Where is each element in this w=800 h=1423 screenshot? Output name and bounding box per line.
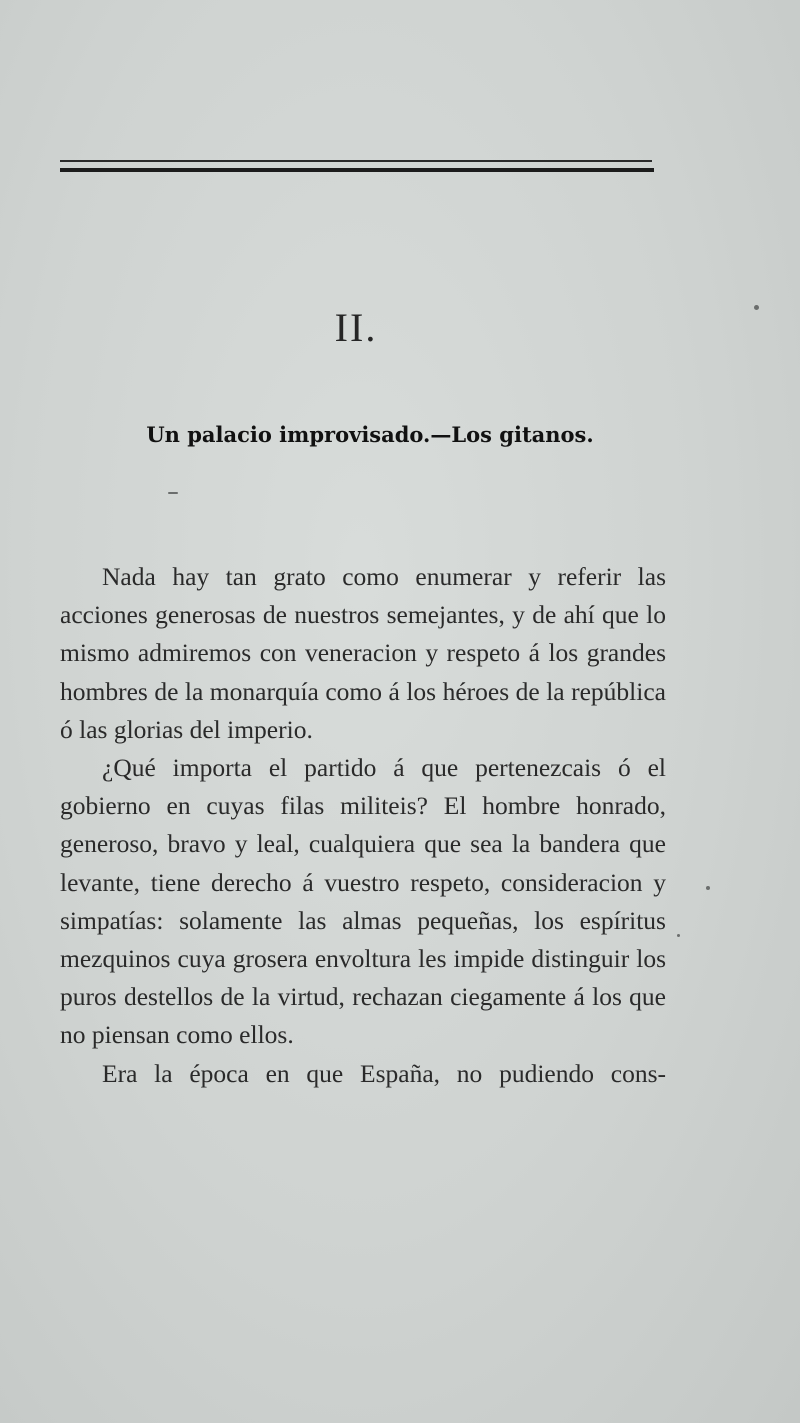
paper-speck [706,886,710,890]
paragraph-3: Era la época en que España, no pudiendo cons- [102,1058,666,1088]
header-rule-thick [60,168,654,172]
chapter-title: Un palacio improvisado.—Los gitanos. [146,422,594,447]
paper-speck [168,492,178,494]
chapter-number: II. [334,305,378,350]
header-rule-thin [60,160,652,162]
chapter-body [60,558,666,1093]
paper-speck [754,305,759,310]
paragraph-2: ¿Qué importa el partido á que pertenezcais ó el gobierno en cuyas filas militeis? El hombre honrado, generoso, bravo y leal, cualquiera que sea la bandera que levante, tiene derecho á vuestro respeto, consideracion y simpatías: solamente las almas pequeñas, los espíritus mezquinos cuya grosera envoltura les impide distinguir los puros destellos de la virtud, rechazan ciegamente á los que no piensan como ellos. [60,753,666,1050]
paper-speck [677,934,680,937]
paragraph-1: Nada hay tan grato como enumerar y referir las acciones generosas de nuestros semejantes, y de ahí que lo mismo admiremos con veneracion y respeto á los grandes hombres de la monarquía como á los héroes de la república ó las glorias del imperio. [60,562,666,744]
